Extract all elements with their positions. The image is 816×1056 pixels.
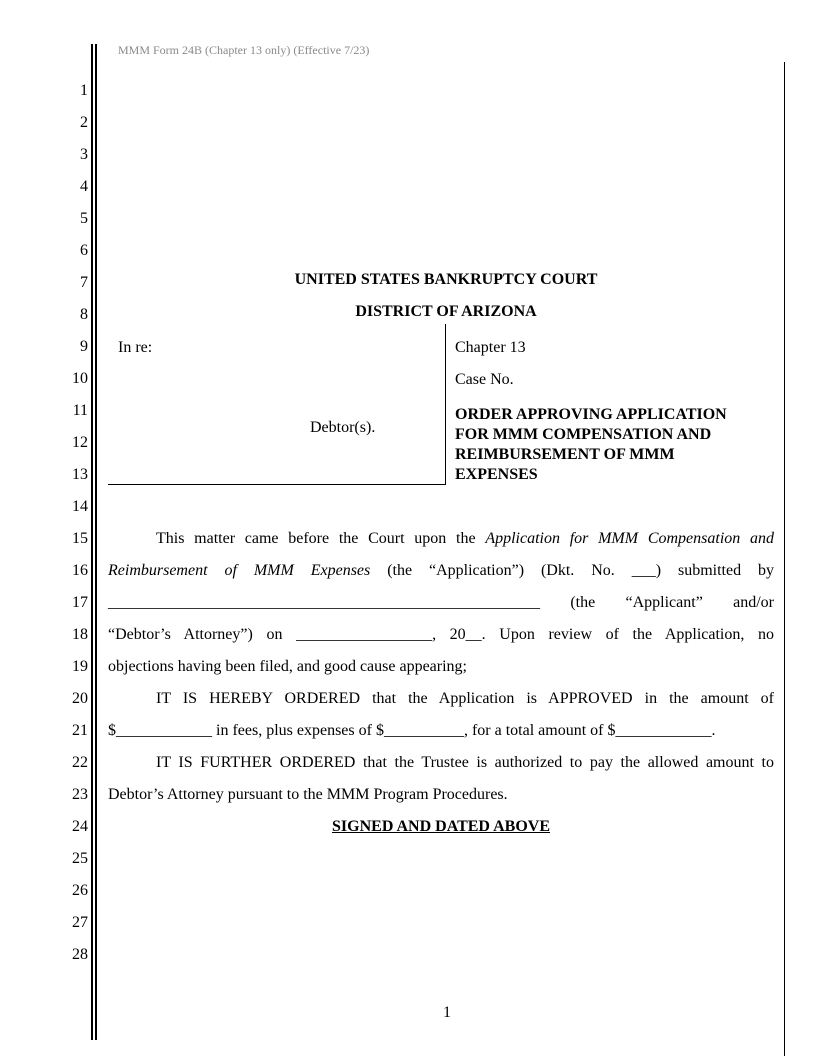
line-number: 26	[72, 882, 88, 899]
body-line-22: IT IS FURTHER ORDERED that the Trustee is authorized to pay the allowed amount to	[156, 754, 774, 771]
signed-text: SIGNED AND DATED ABOVE	[332, 818, 550, 835]
body-line-21: $____________ in fees, plus expenses of $__________, for a total amount of $____________.	[108, 722, 716, 739]
line-number: 25	[72, 850, 88, 867]
body-line-20: IT IS HEREBY ORDERED that the Application is APPROVED in the amount of	[156, 690, 774, 707]
line-number: 15	[72, 530, 88, 547]
body-line-23: Debtor’s Attorney pursuant to the MMM Program Procedures.	[108, 786, 508, 803]
line-number: 4	[80, 178, 88, 195]
line-number: 14	[72, 498, 88, 515]
court-district: DISTRICT OF ARIZONA	[355, 303, 537, 320]
page-number: 1	[443, 1004, 451, 1021]
right-margin-line	[784, 62, 785, 1056]
line-number: 6	[80, 242, 88, 259]
body-line-19: objections having been filed, and good cause appearing;	[108, 658, 467, 675]
in-re-label: In re:	[118, 339, 153, 356]
line-number: 21	[72, 722, 88, 739]
line-number: 10	[72, 370, 88, 387]
body-line-18: “Debtor’s Attorney”) on _________________, 20__. Upon review of the Application, no	[108, 626, 774, 643]
court-name: UNITED STATES BANKRUPTCY COURT	[294, 271, 598, 288]
line-number: 17	[72, 594, 88, 611]
line-number: 3	[80, 146, 88, 163]
line-number: 8	[80, 306, 88, 323]
order-title-line-4: EXPENSES	[455, 466, 538, 483]
line-number: 2	[80, 114, 88, 131]
body-line-17: ______________________________________________________ (the “Applicant” and/or	[108, 594, 774, 611]
line-number: 13	[72, 466, 88, 483]
line-number: 5	[80, 210, 88, 227]
form-header-note: MMM Form 24B (Chapter 13 only) (Effective 7/23)	[118, 43, 370, 57]
line-number: 16	[72, 562, 88, 579]
caption-divider-vertical	[445, 324, 446, 485]
line-number: 28	[72, 946, 88, 963]
body-line-16	[108, 561, 774, 581]
application-title-italic-cont: Reimbursement of MMM Expenses	[108, 562, 371, 579]
signed-and-dated	[108, 817, 774, 837]
line-number: 19	[72, 658, 88, 675]
line-number: 22	[72, 754, 88, 771]
line-number: 1	[80, 82, 88, 99]
body-text: (the “Application”) (Dkt. No. ___) submitted by	[370, 562, 774, 579]
left-margin-line-inner	[95, 44, 97, 1040]
order-title-line-3: REIMBURSEMENT OF MMM	[455, 446, 675, 463]
line-number: 20	[72, 690, 88, 707]
line-number: 18	[72, 626, 88, 643]
case-no-label: Case No.	[455, 371, 514, 388]
caption-divider-horizontal	[108, 484, 446, 485]
order-title	[455, 405, 775, 485]
chapter-label: Chapter 13	[455, 339, 526, 356]
application-title-italic: Application for MMM Compensation and	[485, 530, 774, 547]
body-text: This matter came before the Court upon the	[156, 530, 486, 547]
line-number: 27	[72, 914, 88, 931]
order-title-line-1: ORDER APPROVING APPLICATION	[455, 406, 727, 423]
line-number: 9	[80, 338, 88, 355]
order-title-line-2: FOR MMM COMPENSATION AND	[455, 426, 712, 443]
debtor-label: Debtor(s).	[310, 419, 376, 436]
body-line-15	[156, 529, 774, 549]
line-number: 24	[72, 818, 88, 835]
line-number: 12	[72, 434, 88, 451]
line-number: 11	[72, 402, 88, 419]
left-margin-line-outer	[91, 44, 93, 1040]
line-number: 23	[72, 786, 88, 803]
line-number: 7	[80, 274, 88, 291]
